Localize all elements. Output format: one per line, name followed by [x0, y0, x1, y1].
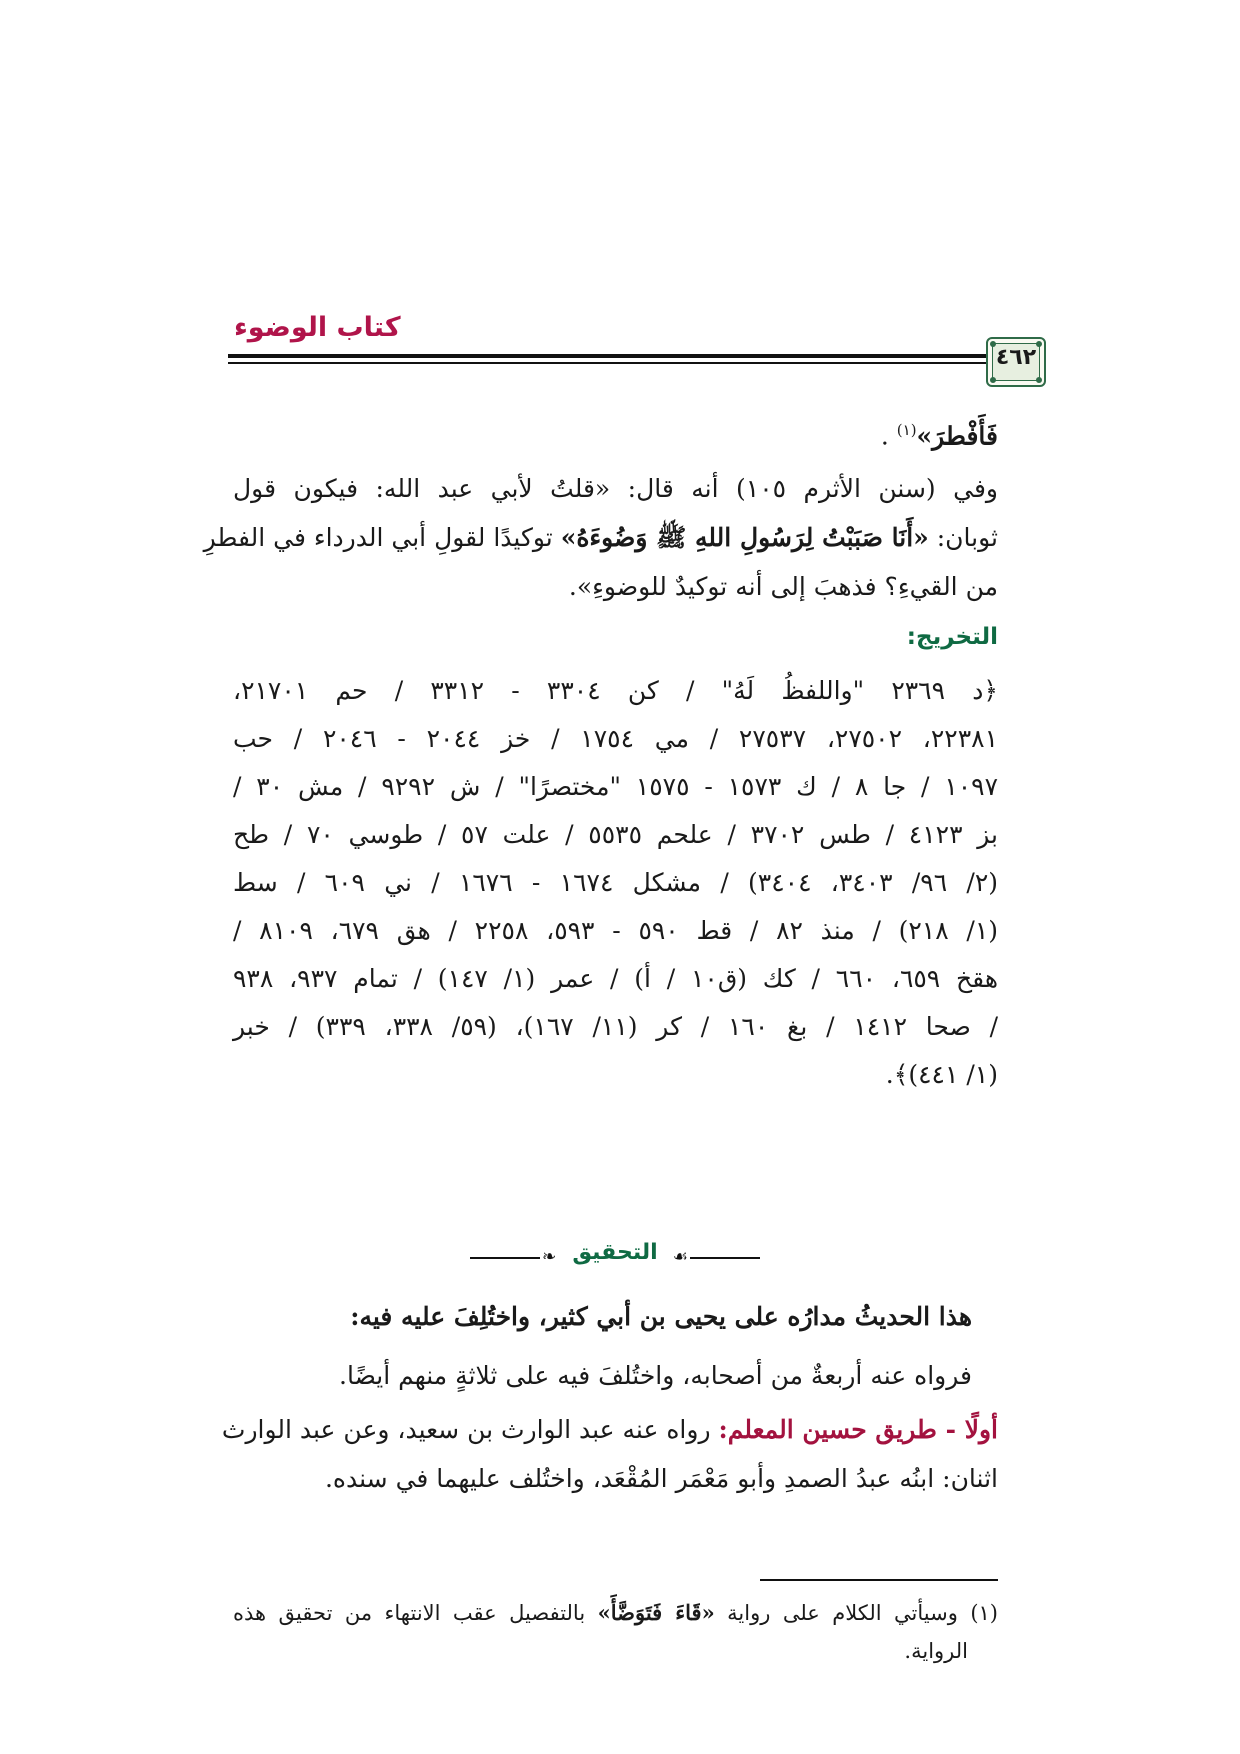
takhrij-line: ١٠٩٧ / جا ٨ / ك ١٥٧٣ - ١٥٧٥ "مختصرًا" / ش ٩٢٩٢ / مش ٣٠ / [233, 772, 999, 801]
takhrij-line: (١/ ٢١٨) / منذ ٨٢ / قط ٥٩٠ - ٥٩٣، ٢٢٥٨ / هق ٦٧٩، ٨١٠٩ / [233, 916, 999, 945]
header-rule-thick [228, 354, 993, 358]
page-number: ٤٦٢ [995, 345, 1037, 370]
footnote-text-end: بالتفصيل عقب الانتهاء من تحقيق هذه [233, 1601, 598, 1625]
first-way-line [221, 1410, 998, 1450]
opening-word: فَأَفْطرَ» [916, 421, 998, 451]
footnote-line2-text: الرواية. [904, 1639, 968, 1663]
opening-tail: . [880, 421, 897, 451]
first-way-line2: اثنان: ابنُه عبدُ الصمدِ وأبو مَعْمَر المُقْعَد، واختُلف عليهما في سنده. [324, 1464, 998, 1493]
takhrij-line: هقخ ٦٥٩، ٦٦٠ / كك (ق١٠ / أ) / عمر (١/ ١٤٧) / تمام ٩٣٧، ٩٣٨ [233, 964, 999, 993]
running-header [228, 300, 1037, 392]
frame-ornament-icon [1036, 377, 1042, 383]
footnote-quote: «قَاءَ فَتَوَضَّأَ» [597, 1600, 715, 1625]
tahqiq-divider [470, 1238, 760, 1278]
divider-line-right [690, 1257, 760, 1259]
takhrij-line: بز ٤١٢٣ / طس ٣٧٠٢ / علحم ٥٥٣٥ / علت ٥٧ / طوسي ٧٠ / طح [233, 820, 998, 849]
footnote-rule [760, 1579, 998, 1581]
takhrij-line: (١/ ٤٤١)﴾. [885, 1060, 998, 1089]
page-number-frame [986, 337, 1046, 387]
takhrij-line: / صحا ١٤١٢ / بغ ١٦٠ / كر (١١/ ١٦٧)، (٥٩/ ٣٣٨، ٣٣٩) / خبر [233, 1012, 998, 1041]
para1-line2-end: توكيدًا لقولِ أبي الدرداء في الفطرِ [203, 523, 561, 552]
para1-line1: وفي (سنن الأثرم ١٠٥) أنه قال: «قلتُ لأبي عبد الله: فيكون قول [233, 474, 998, 503]
tahqiq-heading: التحقيق [572, 1240, 658, 1265]
divider-ornament-icon: ❧ [542, 1247, 557, 1267]
footnote-marker: (١) [970, 1601, 998, 1625]
header-rule-thin [228, 362, 993, 364]
hadith-quote: «أَنَا صَبَبْتُ لِرَسُولِ اللهِ ﷺ وَضُوءَهُ» [560, 523, 929, 552]
para1-line2 [203, 518, 998, 558]
tahqiq-intro [233, 1297, 998, 1337]
divider-ornament-icon: ☙ [672, 1247, 688, 1267]
first-way-text: رواه عنه عبد الوارث بن سعيد، وعن عبد الوارث [221, 1415, 719, 1444]
takhrij-line: ﴿د ٢٣٦٩ "واللفظُ لَهُ" / كن ٣٣٠٤ - ٣٣١٢ / حم ٢١٧٠١، [233, 676, 999, 705]
first-way-label: أولًا - طريق حسين المعلم: [718, 1415, 998, 1444]
footnote-ref[interactable]: (١) [896, 421, 917, 439]
para1-line2-start: ثوبان: [928, 523, 998, 552]
frame-ornament-icon [990, 377, 996, 383]
footnote-line2 [233, 1634, 998, 1668]
tahqiq-intro-text: هذا الحديثُ مدارُه على يحيى بن أبي كثير، واختُلِفَ عليه فيه: [350, 1302, 972, 1331]
book-title: كتاب الوضوء [234, 312, 401, 343]
tahqiq-line2 [233, 1356, 998, 1396]
footnote-line1 [233, 1596, 998, 1630]
takhrij-line: (٢/ ٩٦/ ٣٤٠٣، ٣٤٠٤) / مشكل ١٦٧٤ - ١٦٧٦ / ني ٦٠٩ / سط [233, 868, 999, 897]
para1-line3: من القيءِ؟ فذهبَ إلى أنه توكيدٌ للوضوءِ». [568, 572, 998, 601]
opening-line [233, 410, 998, 456]
tahqiq-line2-text: فرواه عنه أربعةٌ من أصحابه، واختُلفَ فيه على ثلاثةٍ منهم أيضًا. [339, 1361, 972, 1390]
takhrij-line: ٢٢٣٨١، ٢٧٥٠٢، ٢٧٥٣٧ / مي ١٧٥٤ / خز ٢٠٤٤ - ٢٠٤٦ / حب [233, 724, 998, 753]
takhrij-heading: التخريج: [906, 624, 998, 650]
footnote-text-start: وسيأتي الكلام على رواية [714, 1601, 971, 1625]
